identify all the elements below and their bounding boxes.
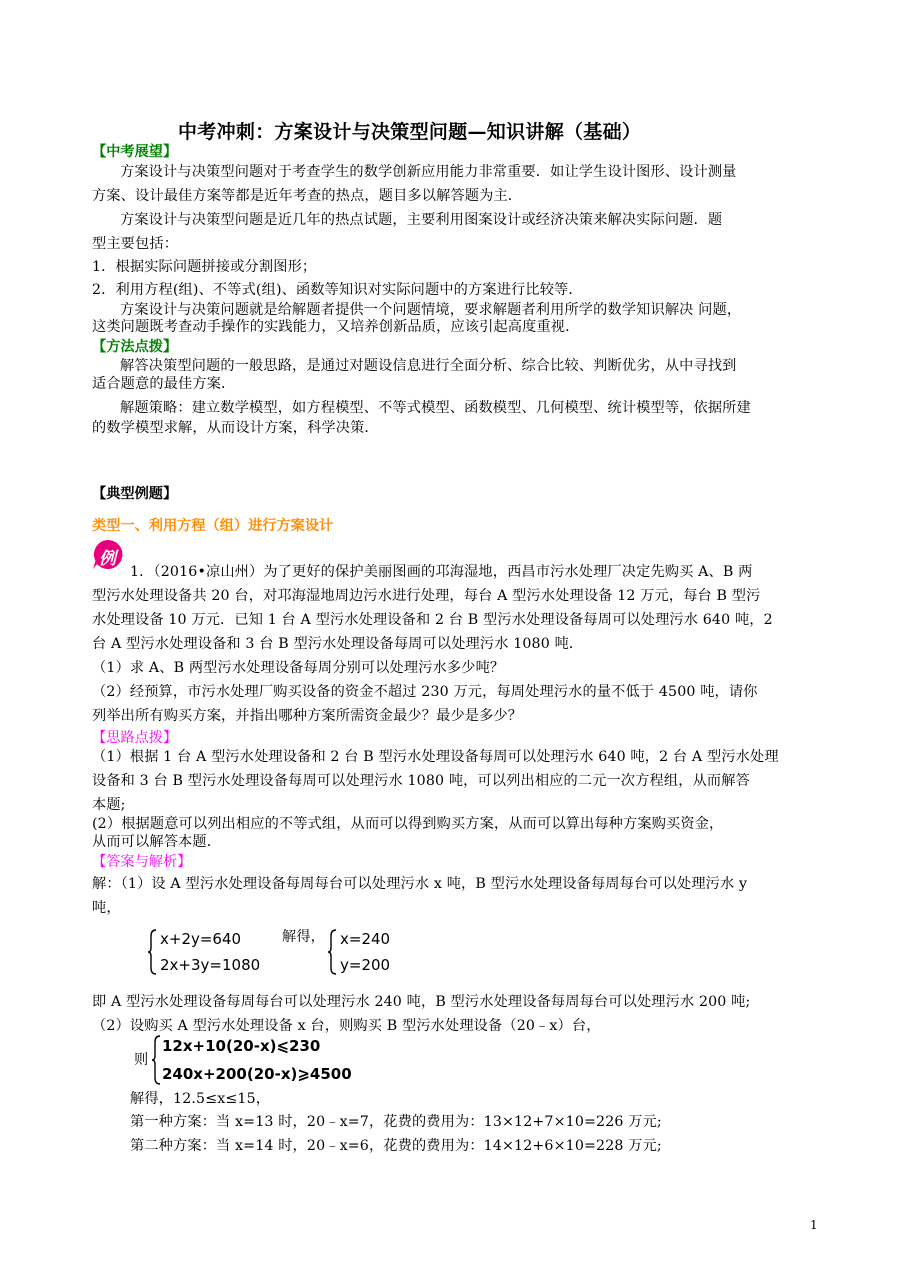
- question-line: 列举出所有购买方案，并指出哪种方案所需资金最少？最少是多少？: [92, 708, 523, 724]
- inequality: 12x+10(20-x)⩽230: [162, 1037, 321, 1055]
- answer-line: 即 A 型污水处理设备每周每台可以处理污水 240 吨，B 型污水处理设备每周每台可以处理污水 200 吨;: [92, 994, 751, 1010]
- section-header-outlook: 【中考展望】: [92, 144, 178, 160]
- hint-line: 设备和 3 台 B 型污水处理设备每周可以处理污水 1080 吨，可以列出相应的二元一次方程组，从而解答: [92, 773, 750, 789]
- hint-line: (2）根据题意可以列出相应的不等式组，从而可以得到购买方案，从而可以算出每种方案购买资金，: [92, 816, 724, 832]
- hint-header: 【思路点拨】: [92, 730, 178, 746]
- paragraph-line: 方案设计与决策型问题对于考查学生的数学创新应用能力非常重要．如让学生设计图形、设计测量: [120, 164, 737, 180]
- paragraph-line: 解答决策型问题的一般思路，是通过对题设信息进行全面分析、综合比较、判断优劣，从中寻找到: [120, 358, 737, 374]
- example-badge-label: 例: [99, 549, 116, 569]
- brace-icon: [147, 929, 157, 979]
- answer-line: 解：（1）设 A 型污水处理设备每周每台可以处理污水 x 吨，B 型污水处理设备每周每台可以处理污水 y: [92, 876, 748, 892]
- section-header-method: 【方法点拨】: [92, 339, 178, 355]
- paragraph-line: 方案、设计最佳方案等都是近年考查的热点，题目多以解答题为主．: [92, 188, 523, 204]
- page-title: 中考冲刺：方案设计与决策型问题—知识讲解（基础）: [178, 121, 642, 143]
- paragraph-line: 解题策略：建立数学模型，如方程模型、不等式模型、函数模型、几何模型、统计模型等，依据所建: [120, 400, 751, 416]
- equation: 2x+3y=1080: [160, 956, 261, 974]
- then-label: 则: [134, 1052, 149, 1068]
- page-number: 1: [810, 1218, 818, 1232]
- brace-icon: [327, 929, 337, 979]
- paragraph-line: 的数学模型求解，从而设计方案，科学决策．: [92, 420, 379, 436]
- answer-header: 【答案与解析】: [92, 854, 192, 870]
- paragraph-line: 方案设计与决策问题就是给解题者提供一个问题情境，要求解题者利用所学的数学知识解决 问题，: [120, 302, 742, 318]
- hint-line: （1）根据 1 台 A 型污水处理设备和 2 台 B 型污水处理设备每周可以处理污水 640 吨，2 台 A 型污水处理: [92, 749, 779, 765]
- equation: x+2y=640: [160, 930, 242, 948]
- brace-icon: [151, 1035, 161, 1089]
- inequality: 240x+200(20-x)⩾4500: [162, 1065, 352, 1083]
- paragraph-line: 型主要包括：: [92, 236, 179, 252]
- paragraph-line: 适合题意的最佳方案．: [92, 376, 236, 392]
- equation: x=240: [340, 930, 391, 948]
- hint-line: 本题;: [92, 797, 126, 813]
- hint-line: 从而可以解答本题．: [92, 834, 222, 850]
- answer-line: 解得，12.5≤x≤15，: [130, 1091, 271, 1107]
- section-header-examples: 【典型例题】: [92, 486, 178, 502]
- question-line: 1．（2016•凉山州）为了更好的保护美丽图画的邛海湿地，西昌市污水处理厂决定先购买 A、B 两: [130, 564, 753, 580]
- question-line: （1）求 A、B 两型污水处理设备每周分别可以处理污水多少吨？: [92, 660, 505, 676]
- answer-line: （2）设购买 A 型污水处理设备 x 台，则购买 B 型污水处理设备（20﹣x）台，: [92, 1018, 601, 1034]
- paragraph-line: 1．根据实际问题拼接或分割图形；: [92, 259, 317, 275]
- answer-line: 吨，: [92, 900, 121, 916]
- solved-label: 解得，: [282, 929, 326, 945]
- question-line: （2）经预算，市污水处理厂购买设备的资金不超过 230 万元，每周处理污水的量不低于 4500 吨，请你: [92, 684, 758, 700]
- type-heading: 类型一、利用方程（组）进行方案设计: [92, 518, 334, 534]
- question-line: 型污水处理设备共 20 台，对邛海湿地周边污水进行处理，每台 A 型污水处理设备 12 万元，每台 B 型污: [92, 588, 761, 604]
- answer-line: 第一种方案：当 x=13 时，20﹣x=7，花费的费用为：13×12+7×10=226 万元;: [130, 1114, 662, 1130]
- equation: y=200: [340, 956, 391, 974]
- paragraph-line: 这类问题既考查动手操作的实践能力，又培养创新品质，应该引起高度重视．: [92, 319, 580, 335]
- paragraph-line: 2．利用方程(组)、不等式(组)、函数等知识对实际问题中的方案进行比较等．: [92, 282, 583, 298]
- question-line: 水处理设备 10 万元．已知 1 台 A 型污水处理设备和 2 台 B 型污水处理设备每周可以处理污水 640 吨，2: [92, 612, 773, 628]
- paragraph-line: 方案设计与决策型问题是近几年的热点试题，主要利用图案设计或经济决策来解决实际问题．题: [120, 212, 723, 228]
- example-badge: [92, 539, 123, 570]
- question-line: 台 A 型污水处理设备和 3 台 B 型污水处理设备每周可以处理污水 1080 吨．: [92, 636, 584, 652]
- answer-line: 第二种方案：当 x=14 时，20﹣x=6，花费的费用为：14×12+6×10=228 万元;: [130, 1138, 662, 1154]
